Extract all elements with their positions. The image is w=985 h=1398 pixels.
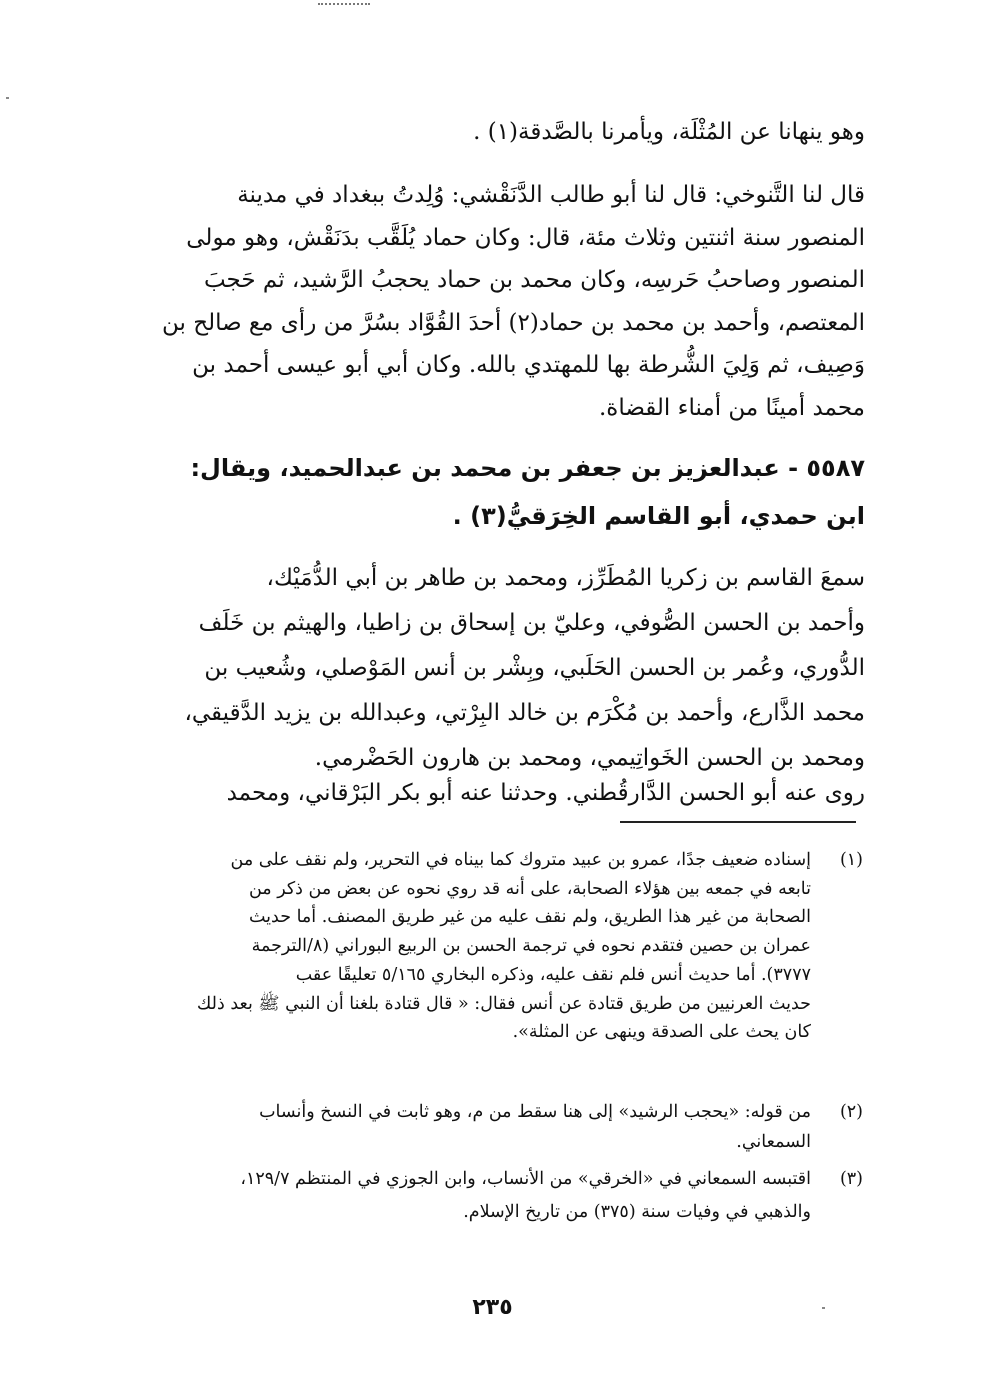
top-edge-mark	[318, 3, 370, 5]
footnote-line: من قوله: «يحجب الرشيد» إلى هنا سقط من م، وهو ثابت في النسخ وأنساب	[259, 1102, 811, 1122]
body-paragraph-2	[140, 174, 865, 429]
footnote-line: عمران بن حصين فتقدم نحوه في ترجمة الحسن بن الربيع البوراني (٨/الترجمة	[251, 936, 811, 957]
entry-heading-line: ٥٥٨٧ - عبدالعزيز بن جعفر بن محمد بن عبدالحميد، ويقال:	[190, 454, 865, 482]
text-line: قال لنا التَّنوخي: قال لنا أبو طالب الدَّنَقْشي: وُلِدتُ ببغداد في مدينة	[237, 182, 865, 208]
text-line: محمد الذَّارع، وأحمد بن مُكْرَم بن خالد البِرْتي، وعبدالله بن يزيد الدَّقيقي،	[184, 700, 865, 726]
footnote-divider	[620, 821, 856, 823]
footnote-line: والذهبي في وفيات سنة (٣٧٥) من تاريخ الإسلام.	[463, 1202, 811, 1222]
body-paragraph-4	[140, 782, 865, 805]
text-line: المعتصم، وأحمد بن محمد بن حماد(٢) أحدَ القُوَّاد بسُرَّ من رأى مع صالح بن	[162, 309, 865, 336]
footnote-line: السمعاني.	[736, 1132, 811, 1152]
scan-speck	[6, 97, 9, 99]
footnote-text	[143, 846, 811, 1047]
text-line: المنصور وصاحبُ حَرسِه، وكان محمد بن حماد يحجبُ الرَّشيد، ثم حَجبَ	[203, 267, 865, 293]
footnote-number: (٣)	[839, 1169, 863, 1189]
footnote-line: كان يحث على الصدقة وينهى عن المثلة».	[512, 1022, 811, 1043]
footnote-line: حديث العرنيين من طريق قتادة عن أنس فقال: « قال قتادة بلغنا أن النبي ﷺ بعد ذلك	[196, 993, 811, 1014]
footnote-3	[143, 1163, 863, 1229]
text-line: وأحمد بن الحسن الصُّوفي، وعليّ بن إسحاق بن زاطيا، والهيثم بن خَلَف	[198, 610, 865, 636]
text-line: روى عنه أبو الحسن الدَّارقُطني. وحدثنا عنه أبو بكر البَرْقاني، ومحمد	[226, 780, 865, 806]
text-line: وَصِيف، ثم وَلِيَ الشُّرطة بها للمهتدي بالله. وكان أبي أبو عيسى أحمد بن	[192, 352, 865, 378]
footnote-line: إسناده ضعيف جدًا، عمرو بن عبيد متروك كما بيناه في التحرير، ولم نقف على من	[230, 850, 811, 870]
footnote-line: اقتبسه السمعاني في «الخرقي» من الأنساب، وابن الجوزي في المنتظم ١٢٩/٧،	[240, 1169, 811, 1189]
page-number: ٢٣٥	[472, 1295, 513, 1320]
text-line: المنصور سنة اثنتين وثلاث مئة، قال: وكان حماد يُلَقَّب بدَنَقْش، وهو مولى	[186, 224, 865, 251]
footnote-line: الصحابة من غير هذا الطريق، ولم نقف عليه من غير طريق المصنف. أما حديث	[248, 907, 811, 928]
footnote-text	[143, 1163, 811, 1229]
body-paragraph-1	[140, 121, 865, 144]
footnote-2	[143, 1097, 863, 1157]
entry-heading-line: ابن حمدي، أبو القاسم الخِرَقيُّ(٣) .	[452, 502, 865, 530]
footnote-line: ٣٧٧٧). أما حديث أنس فلم نقف عليه، وذكره البخاري ٥/١٦٥ تعليقًا عقب	[295, 964, 811, 985]
footnote-1	[143, 846, 863, 1047]
text-line: محمد أمينًا من أمناء القضاة.	[598, 394, 865, 421]
footnote-line: تابعه في جمعه بين هؤلاء الصحابة، على أنه قد روي نحوه عن بعض من ذكر من	[248, 878, 811, 899]
text-line: سمعَ القاسم بن زكريا المُطَرِّز، ومحمد بن طاهر بن أبي الدُّمَيْك،	[266, 565, 865, 591]
footnote-number: (٢)	[839, 1102, 863, 1122]
footnote-number: (١)	[839, 850, 863, 870]
entry-heading	[140, 444, 865, 540]
text-line: الدُّوري، وعُمر بن الحسن الحَلَبي، وبِشْر بن أنس المَوْصلي، وشُعيب بن	[204, 655, 865, 681]
footnote-text	[143, 1097, 811, 1157]
text-line: وهو ينهانا عن المُثْلَة، ويأمرنا بالصَّدقة(١) .	[473, 119, 865, 145]
text-line: ومحمد بن الحسن الخَواتِيمي، ومحمد بن هارون الحَضْرمي.	[314, 745, 865, 771]
body-paragraph-3	[140, 556, 865, 781]
